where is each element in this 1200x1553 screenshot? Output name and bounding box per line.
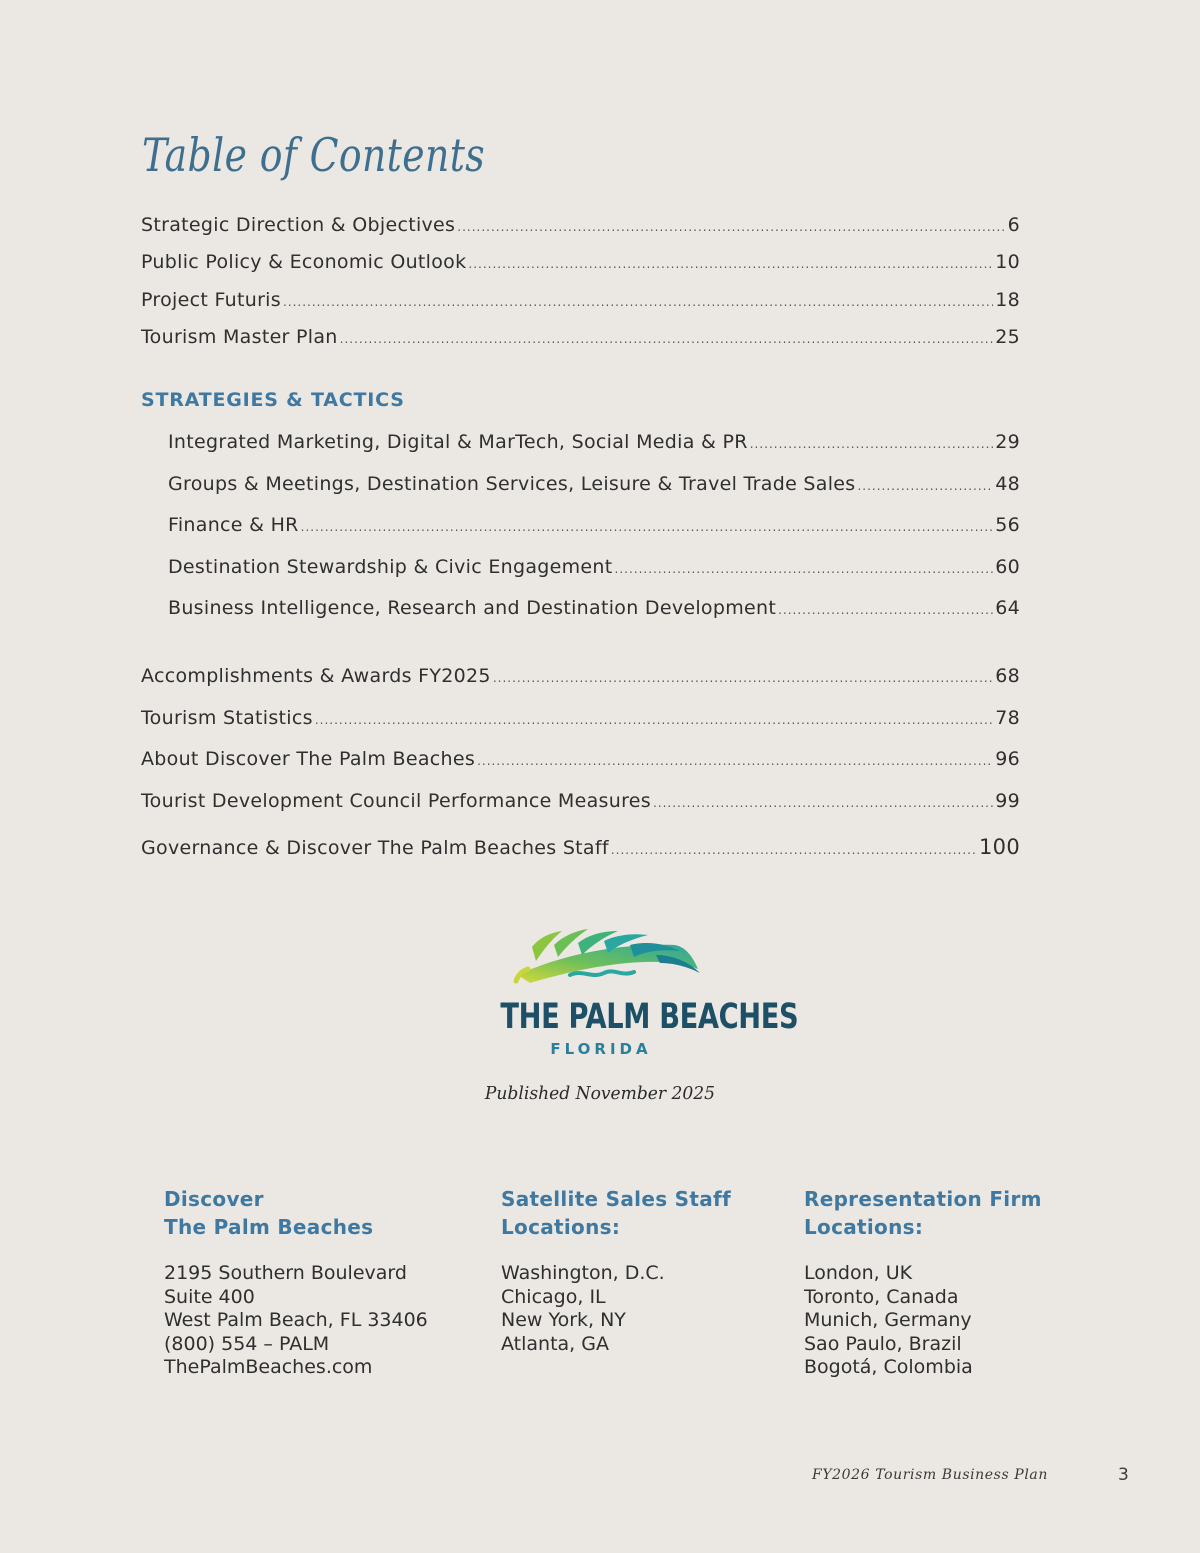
toc-entry-label: Public Policy & Economic Outlook: [141, 251, 467, 273]
address-line: Suite 400: [164, 1285, 255, 1308]
column-heading: [501, 1185, 731, 1241]
toc-leader-dots: [493, 671, 993, 685]
toc-entry-page: 100: [979, 835, 1020, 859]
toc-leader-dots: [750, 437, 994, 451]
toc-leader-dots: [611, 843, 977, 857]
location-line: Sao Paulo, Brazil: [804, 1332, 962, 1355]
toc-leader-dots: [778, 603, 993, 617]
toc-entry-label: Groups & Meetings, Destination Services, Leisure & Travel Trade Sales: [168, 473, 856, 495]
toc-entry-label: Destination Stewardship & Civic Engagement: [168, 556, 613, 578]
footer-page-number: 3: [1118, 1465, 1129, 1485]
toc-entry-label: Strategic Direction & Objectives: [141, 214, 456, 236]
toc-subentry[interactable]: [168, 514, 1020, 536]
toc-leader-dots: [477, 754, 993, 768]
toc-entry[interactable]: [141, 835, 1020, 859]
column-lines: [164, 1262, 428, 1380]
location-line: Munich, Germany: [804, 1309, 972, 1332]
toc-entry-label: Project Futuris: [141, 289, 281, 311]
toc-entry-label: Accomplishments & Awards FY2025: [141, 665, 491, 687]
toc-leader-dots: [301, 520, 994, 534]
toc-entry-page: 6: [1007, 214, 1020, 236]
toc-entry-page: 10: [995, 251, 1020, 273]
toc-entry[interactable]: [141, 707, 1020, 729]
toc-leader-dots: [340, 332, 994, 346]
column-lines: [501, 1262, 731, 1356]
column-heading-line: Locations:: [501, 1215, 621, 1239]
toc-entry[interactable]: [141, 748, 1020, 770]
toc-entry-page: 25: [995, 326, 1020, 348]
toc-entry-page: 64: [995, 597, 1020, 619]
toc-entry-page: 99: [995, 790, 1020, 812]
toc-subentry[interactable]: [168, 473, 1020, 495]
toc-entry-page: 78: [995, 707, 1020, 729]
toc-entry-label: Tourist Development Council Performance Measures: [141, 790, 651, 812]
contact-column-representation: [804, 1185, 1042, 1380]
toc-entry[interactable]: [141, 251, 1020, 273]
toc-entry[interactable]: [141, 214, 1020, 236]
published-date: Published November 2025: [484, 1083, 716, 1104]
column-heading-line: Locations:: [804, 1215, 924, 1239]
palm-frond-icon: [470, 925, 732, 995]
location-line: Chicago, IL: [501, 1285, 606, 1308]
toc-leader-dots: [653, 796, 993, 810]
toc-entry-label: Tourism Master Plan: [141, 326, 338, 348]
column-heading-line: Representation Firm: [804, 1187, 1042, 1211]
location-line: Toronto, Canada: [804, 1285, 959, 1308]
toc-leader-dots: [315, 713, 993, 727]
toc-leader-dots: [857, 479, 993, 493]
toc-entry-label: Governance & Discover The Palm Beaches Staff: [141, 837, 609, 859]
toc-leader-dots: [283, 295, 993, 309]
logo-subtitle: FLORIDA: [550, 1040, 652, 1058]
contact-column-discover: [164, 1185, 428, 1380]
toc-entry-page: 68: [995, 665, 1020, 687]
toc-entry[interactable]: [141, 326, 1020, 348]
toc-entry[interactable]: [141, 665, 1020, 687]
column-heading-line: The Palm Beaches: [164, 1215, 374, 1239]
toc-leader-dots: [615, 562, 994, 576]
location-line: Atlanta, GA: [501, 1332, 609, 1355]
toc-entry-label: About Discover The Palm Beaches: [141, 748, 476, 770]
column-heading: [164, 1185, 428, 1241]
toc-entry-label: Finance & HR: [168, 514, 299, 536]
phone-number: (800) 554 – PALM: [164, 1332, 330, 1355]
toc-subentry[interactable]: [168, 556, 1020, 578]
section-heading-strategies: STRATEGIES & TACTICS: [141, 389, 405, 411]
toc-entry[interactable]: [141, 289, 1020, 311]
location-line: New York, NY: [501, 1309, 626, 1332]
column-heading: [804, 1185, 1042, 1241]
toc-entry-page: 60: [995, 556, 1020, 578]
toc-entry-label: Integrated Marketing, Digital & MarTech, Social Media & PR: [168, 431, 748, 453]
toc-subentry[interactable]: [168, 597, 1020, 619]
toc-entry-label: Business Intelligence, Research and Destination Development: [168, 597, 777, 619]
address-line: 2195 Southern Boulevard: [164, 1262, 407, 1284]
toc-entry-page: 96: [995, 748, 1020, 770]
location-line: Washington, D.C.: [501, 1262, 665, 1284]
logo-wordmark: THE PALM BEACHES: [500, 997, 799, 1037]
column-lines: [804, 1262, 1042, 1380]
toc-entry-page: 48: [995, 473, 1020, 495]
toc-leader-dots: [457, 220, 1005, 234]
footer-document-title: FY2026 Tourism Business Plan: [812, 1467, 1048, 1483]
toc-entry-page: 56: [995, 514, 1020, 536]
column-heading-line: Discover: [164, 1187, 264, 1211]
toc-entry-label: Tourism Statistics: [141, 707, 313, 729]
location-line: Bogotá, Colombia: [804, 1356, 973, 1379]
location-line: London, UK: [804, 1262, 913, 1284]
page-title: Table of Contents: [142, 128, 486, 182]
toc-entry-page: 18: [995, 289, 1020, 311]
toc-entry-page: 29: [995, 431, 1020, 453]
contact-column-satellite: [501, 1185, 731, 1356]
website-link[interactable]: ThePalmBeaches.com: [164, 1356, 373, 1379]
toc-subentry[interactable]: [168, 431, 1020, 453]
toc-entry[interactable]: [141, 790, 1020, 812]
address-line: West Palm Beach, FL 33406: [164, 1309, 428, 1332]
toc-leader-dots: [468, 257, 993, 271]
column-heading-line: Satellite Sales Staff: [501, 1187, 732, 1211]
